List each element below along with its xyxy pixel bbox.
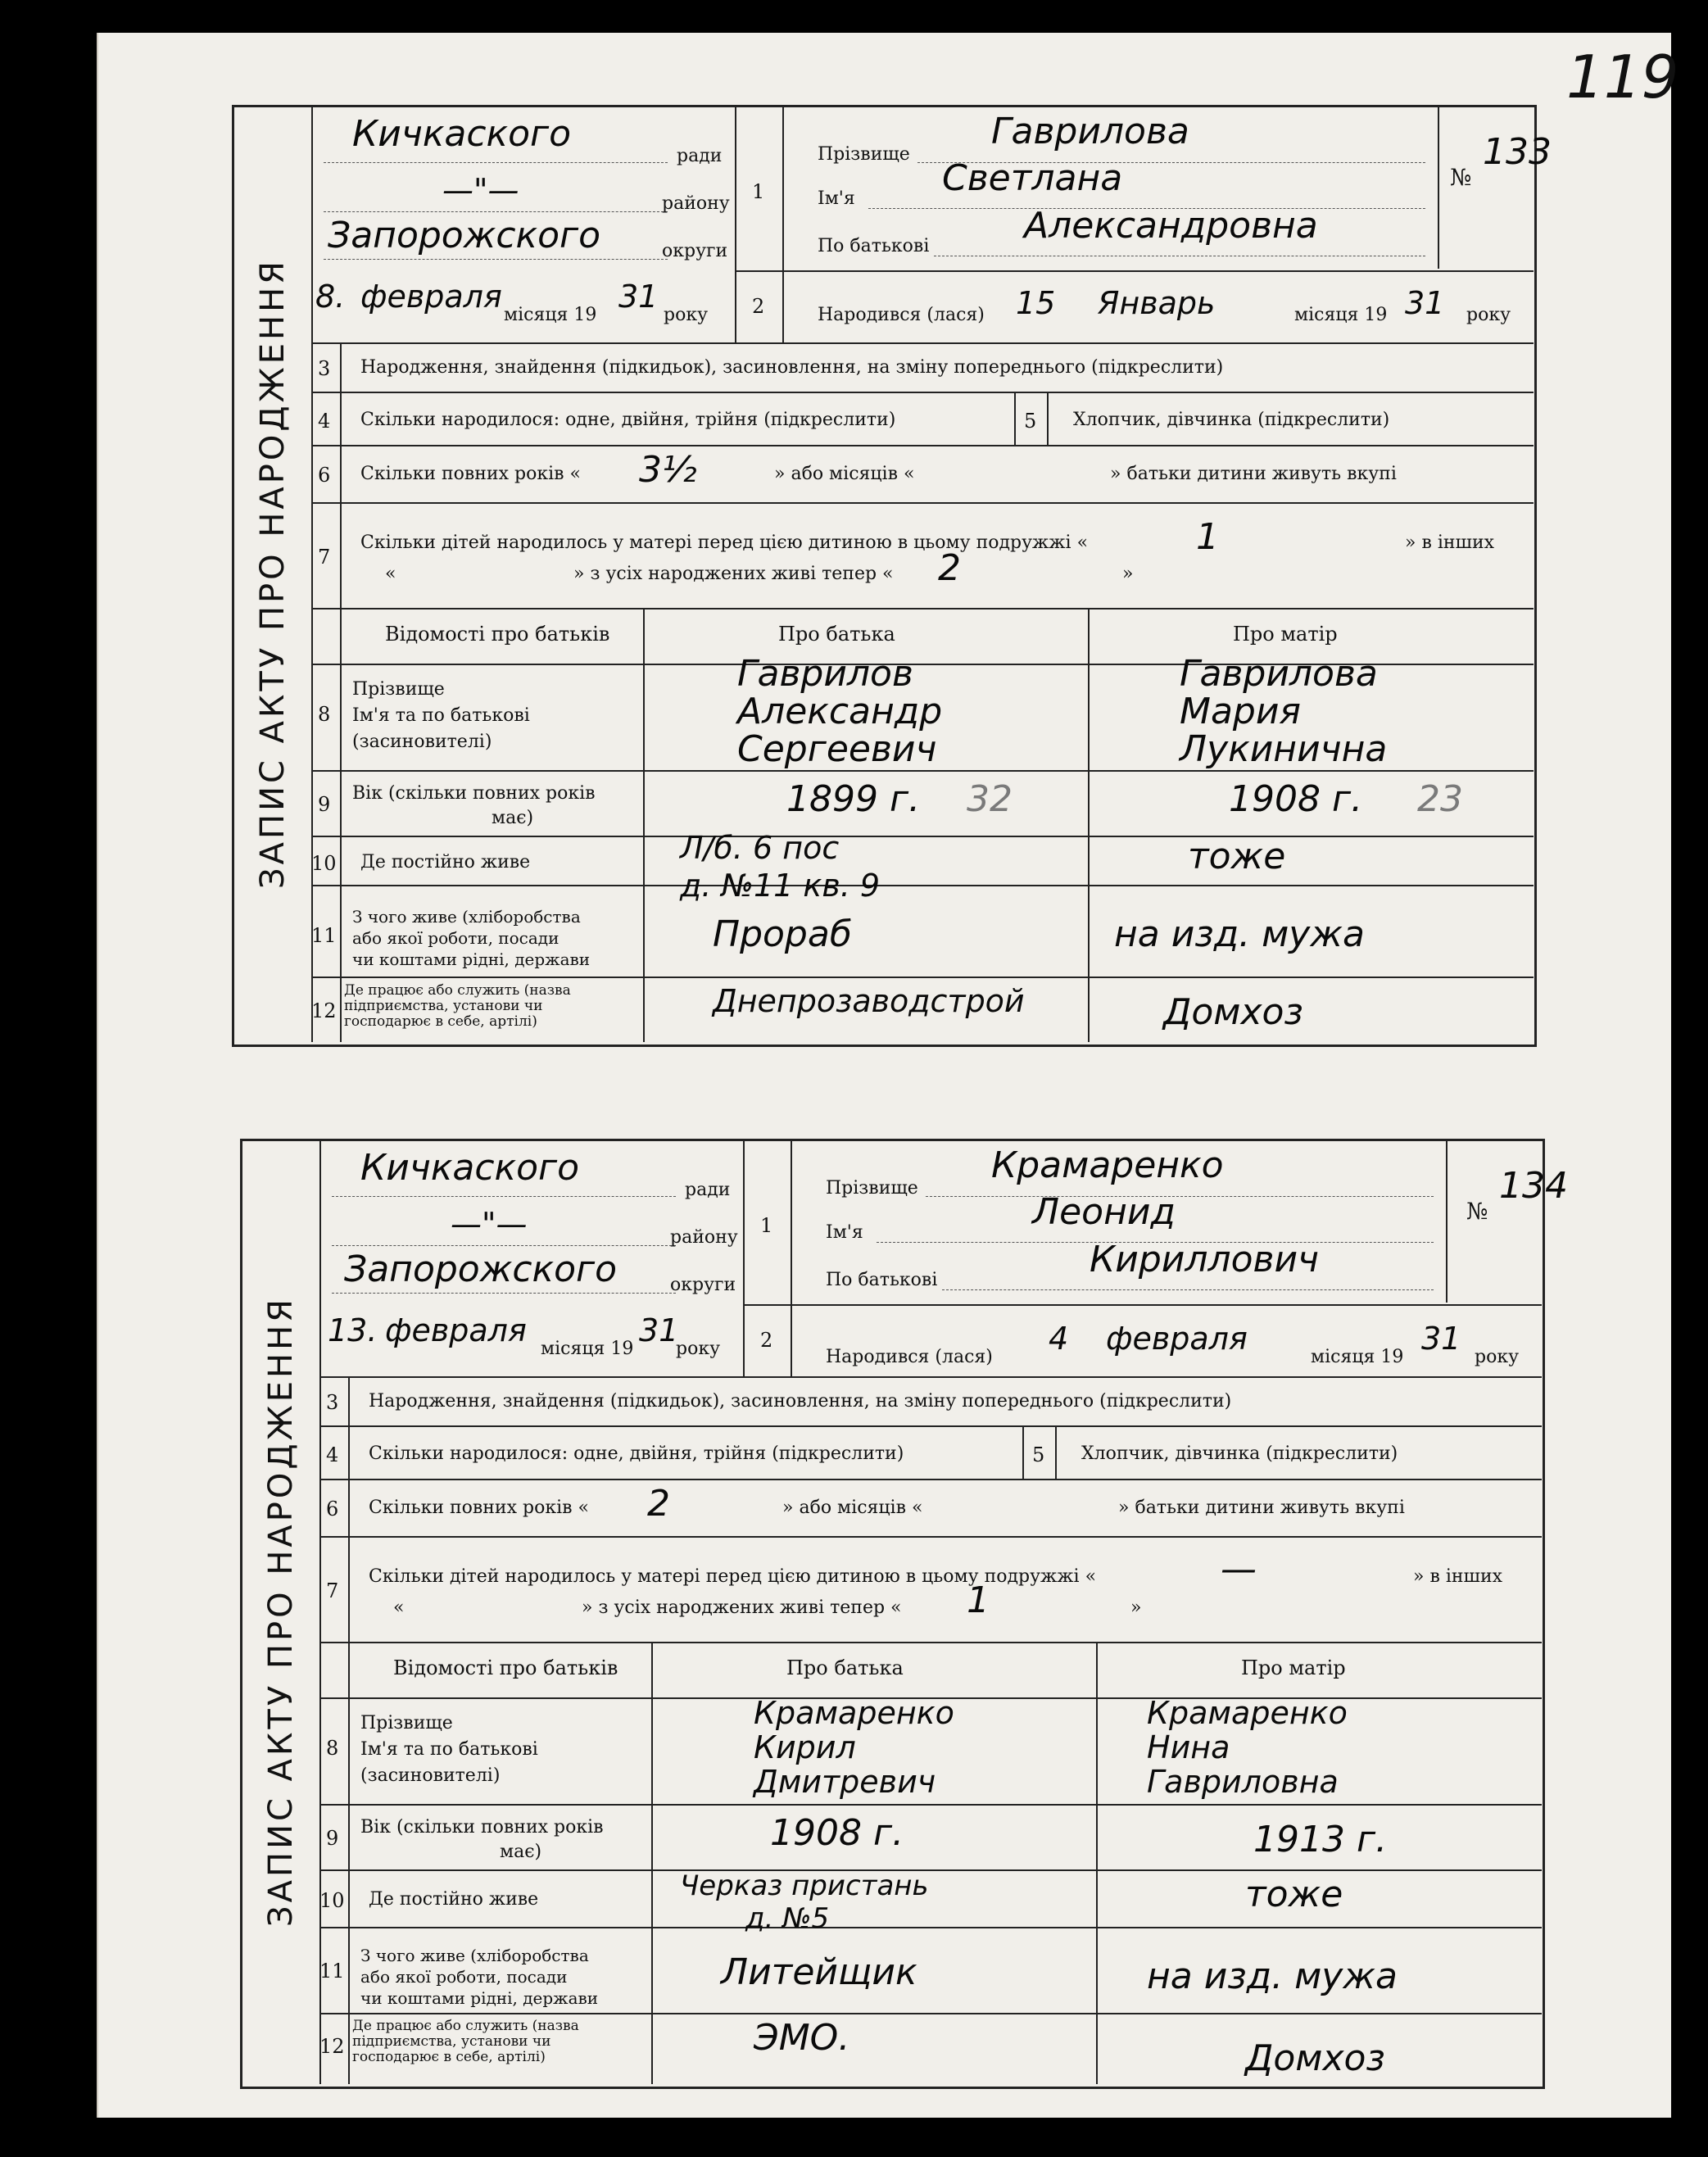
father-residence: Л/б. 6 пос д. №11 кв. 9 <box>680 830 881 904</box>
rayon-value: —"— <box>451 1206 528 1242</box>
row-number: 10 <box>319 1889 345 1912</box>
born-month: февраля <box>1106 1321 1248 1357</box>
row3-text: Народження, знайдення (підкидьок), засиновлення, на зміну попереднього (підкреслити) <box>369 1391 1232 1412</box>
reg-date-year: 31 <box>639 1312 679 1348</box>
row7-alive-count: 2 <box>938 547 961 589</box>
okruh-label: округи <box>670 1275 736 1295</box>
row7-text-b: » в інших <box>1405 532 1495 553</box>
reg-date-month: февраля <box>360 279 502 315</box>
surname-value: Крамаренко <box>991 1144 1224 1186</box>
row6-text-a: Скільки повних років « <box>360 464 581 484</box>
father-age: 1899 г. <box>786 778 921 820</box>
col-header-father: Про батька <box>778 623 895 646</box>
mother-work: Домхоз <box>1245 2037 1385 2079</box>
reg-date-month-label: місяця 19 <box>541 1339 634 1359</box>
mother-age: 1908 г. <box>1229 778 1363 820</box>
row7-text-d: » з усіх народжених живі тепер « <box>582 1597 902 1618</box>
row7-text-d: » з усіх народжених живі тепер « <box>573 564 894 584</box>
born-month-label: місяця 19 <box>1311 1347 1404 1367</box>
record-number-label: № <box>1450 164 1472 191</box>
father-age-pencil: 32 <box>967 778 1013 820</box>
row11-label: З чого живе (хліборобства або якої роботи, посади чи коштами рідні, держави <box>360 1946 599 2008</box>
row7-text-c: « <box>385 564 396 584</box>
col-header-parents: Відомості про батьків <box>393 1656 618 1679</box>
row5-text: Хлопчик, дівчинка (підкреслити) <box>1073 410 1390 430</box>
born-label: Народився (лася) <box>818 305 985 325</box>
row-number: 11 <box>319 1960 345 1983</box>
row8-label: Прізвище Ім'я та по батькові (засиновителі) <box>360 1713 538 1786</box>
row-number: 3 <box>318 357 331 380</box>
row-number: 12 <box>311 999 337 1022</box>
reg-date-year: 31 <box>618 279 659 315</box>
row7-text-b: » в інших <box>1413 1566 1503 1587</box>
reg-date-day: 8. <box>315 279 346 315</box>
father-work: Днепрозаводстрой <box>713 983 1025 1019</box>
row6-text-a: Скільки повних років « <box>369 1498 589 1518</box>
patronymic-label: По батькові <box>826 1270 938 1290</box>
col-header-father: Про батька <box>786 1656 904 1679</box>
born-day: 15 <box>1016 285 1056 321</box>
surname-label: Прізвище <box>818 144 910 165</box>
patronymic-label: По батькові <box>818 236 930 256</box>
row7-text-a: Скільки дітей народилось у матері перед цією дитиною в цьому подружжі « <box>369 1566 1097 1587</box>
mother-age-pencil: 23 <box>1417 778 1463 820</box>
row7-alive-count: 1 <box>967 1579 990 1621</box>
row-number: 7 <box>326 1579 339 1602</box>
row-number: 1 <box>760 1214 773 1237</box>
row6-text-b: » або місяців « <box>774 464 915 484</box>
row-number: 12 <box>319 2035 345 2058</box>
mother-name: Гаврилова Мария Лукинична <box>1180 653 1388 770</box>
row-number: 2 <box>752 295 765 318</box>
row7-text-e: » <box>1122 564 1134 584</box>
row-number: 2 <box>760 1329 773 1352</box>
mother-income: на изд. мужа <box>1114 913 1365 955</box>
row5-text: Хлопчик, дівчинка (підкреслити) <box>1081 1443 1398 1464</box>
record-title: ЗАПИС АКТУ ПРО НАРОДЖЕННЯ <box>262 1296 301 1927</box>
rayon-value: —"— <box>442 172 519 208</box>
row6-years: 3½ <box>639 449 697 491</box>
rada-label: ради <box>677 146 723 166</box>
row12-label: Де працює або служить (назва підприємства, установи чи господарює в себе, артілі) <box>352 2018 579 2065</box>
mother-income: на изд. мужа <box>1147 1955 1398 1997</box>
row7-marriage-count: 1 <box>1196 516 1219 558</box>
reg-date-month: февраля <box>385 1312 527 1348</box>
okruh-label: округи <box>662 241 728 261</box>
father-residence: Черказ пристань д. №5 <box>680 1869 929 1935</box>
row6-text-c: » батьки дитини живуть вкупі <box>1110 464 1397 484</box>
record-number-label: № <box>1466 1198 1488 1225</box>
birth-record-1 <box>0 0 1708 1065</box>
row10-label: Де постійно живе <box>360 852 531 872</box>
row-number: 11 <box>311 924 337 947</box>
row8-label: Прізвище Ім'я та по батькові (засиновителі) <box>352 679 530 752</box>
mother-residence: тоже <box>1188 836 1286 877</box>
row4-text: Скільки народилося: одне, двійня, трійня (підкреслити) <box>369 1443 904 1464</box>
rayon-label: району <box>670 1227 738 1248</box>
okruh-value: Запорожского <box>344 1248 618 1290</box>
row6-years: 2 <box>647 1483 670 1525</box>
name-label: Ім'я <box>826 1222 863 1243</box>
name-label: Ім'я <box>818 188 855 209</box>
mother-name: Крамаренко Нина Гавриловна <box>1147 1695 1348 1800</box>
row3-text: Народження, знайдення (підкидьок), засиновлення, на зміну попереднього (підкреслити) <box>360 357 1224 378</box>
mother-residence: тоже <box>1245 1874 1343 1915</box>
born-year-label: року <box>1466 305 1511 325</box>
patronymic-value: Александровна <box>1024 205 1318 247</box>
row7-text-a: Скільки дітей народилось у матері перед цією дитиною в цьому подружжі « <box>360 532 1089 553</box>
row-number: 9 <box>318 793 331 816</box>
row-number: 8 <box>326 1737 339 1760</box>
row6-text-b: » або місяців « <box>782 1498 923 1518</box>
row4-text: Скільки народилося: одне, двійня, трійня (підкреслити) <box>360 410 896 430</box>
mother-work: Домхоз <box>1163 991 1303 1033</box>
record-number: 134 <box>1499 1165 1568 1207</box>
col-header-mother: Про матір <box>1233 623 1338 646</box>
row-number: 4 <box>318 410 331 433</box>
rada-label: ради <box>685 1180 731 1200</box>
page-number: 119 <box>1566 43 1679 111</box>
col-header-mother: Про матір <box>1241 1656 1346 1679</box>
row-number: 4 <box>326 1443 339 1466</box>
row-number: 10 <box>311 852 337 875</box>
reg-date-day: 13. <box>328 1312 378 1348</box>
born-year: 31 <box>1405 285 1445 321</box>
row-number: 8 <box>318 703 331 726</box>
surname-label: Прізвище <box>826 1178 918 1199</box>
row-number: 9 <box>326 1827 339 1850</box>
okruh-value: Запорожского <box>328 215 601 256</box>
surname-value: Гаврилова <box>991 111 1189 152</box>
born-label: Народився (лася) <box>826 1347 993 1367</box>
reg-date-year-label: року <box>664 305 709 325</box>
born-month: Январь <box>1098 285 1216 321</box>
birth-record-2 <box>0 1034 1708 2115</box>
name-value: Светлана <box>942 157 1123 199</box>
reg-date-month-label: місяця 19 <box>504 305 597 325</box>
name-value: Леонид <box>1032 1191 1176 1233</box>
father-name: Гаврилов Александр Сергеевич <box>737 653 943 770</box>
father-income: Литейщик <box>721 1951 917 1993</box>
row7-marriage-count: — <box>1221 1548 1257 1590</box>
row9-label: Вік (скільки повних років має) <box>352 783 596 828</box>
born-year-label: року <box>1475 1347 1520 1367</box>
row-number: 6 <box>318 464 331 487</box>
row7-text-e: » <box>1130 1597 1142 1618</box>
rada-value: Кичкаского <box>352 113 572 155</box>
rada-value: Кичкаского <box>360 1147 580 1189</box>
row11-label: З чого живе (хліборобства або якої роботи, посади чи коштами рідні, держави <box>352 907 591 969</box>
father-work: ЭМО. <box>754 2017 850 2059</box>
reg-date-year-label: року <box>676 1339 721 1359</box>
father-name: Крамаренко Кирил Дмитревич <box>754 1695 954 1800</box>
row12-label: Де працює або служить (назва підприємства, установи чи господарює в себе, артілі) <box>344 982 571 1030</box>
born-year: 31 <box>1421 1321 1461 1357</box>
mother-age: 1913 г. <box>1253 1819 1388 1860</box>
rayon-label: району <box>662 193 730 214</box>
row6-text-c: » батьки дитини живуть вкупі <box>1118 1498 1405 1518</box>
record-title: ЗАПИС АКТУ ПРО НАРОДЖЕННЯ <box>254 258 292 889</box>
father-age: 1908 г. <box>770 1812 904 1854</box>
father-income: Прораб <box>713 913 852 955</box>
row7-text-c: « <box>393 1597 405 1618</box>
row-number: 3 <box>326 1391 339 1414</box>
patronymic-value: Кириллович <box>1090 1239 1320 1280</box>
born-day: 4 <box>1049 1321 1069 1357</box>
row-number: 1 <box>752 180 765 203</box>
row-number: 5 <box>1024 410 1037 433</box>
col-header-parents: Відомості про батьків <box>385 623 610 646</box>
row9-label: Вік (скільки повних років має) <box>360 1817 604 1862</box>
row-number: 7 <box>318 546 331 569</box>
born-month-label: місяця 19 <box>1294 305 1388 325</box>
record-number: 133 <box>1483 131 1552 173</box>
row-number: 6 <box>326 1498 339 1520</box>
row10-label: Де постійно живе <box>369 1889 539 1910</box>
row-number: 5 <box>1032 1443 1045 1466</box>
